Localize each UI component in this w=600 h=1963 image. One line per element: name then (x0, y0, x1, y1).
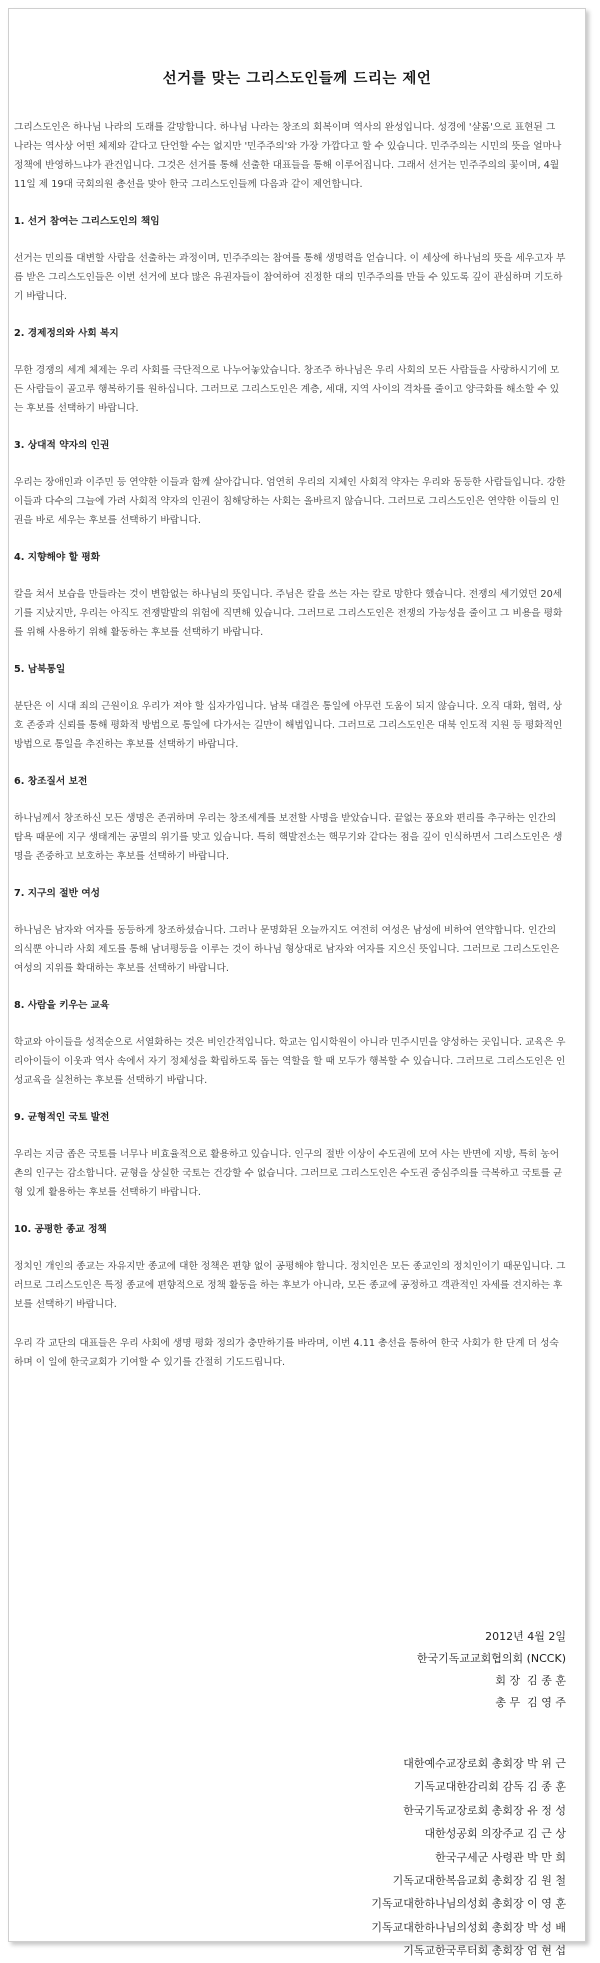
section-heading: 2. 경제정의와 사회 복지 (14, 328, 119, 339)
section-heading: 5. 남북통일 (14, 664, 66, 675)
document-body (14, 118, 566, 1372)
section-body: 무한 경쟁의 세계 체제는 우리 사회를 극단적으로 나누어놓았습니다. 창조주 하나님은 우리 사회의 모든 사람들을 사랑하시기에 모든 사람들이 골고루 행복하기를 원하십니다. 그러므로 그리스도인은 계층, 세대, 지역 사이의 격차를 줄이고 양극화를 해소할 수 있는 후보를 선택하기 바랍니다. (14, 365, 560, 414)
section-body: 우리는 지금 좁은 국토를 너무나 비효율적으로 활용하고 있습니다. 인구의 절반 이상이 수도권에 모여 사는 반면에 지방, 특히 농어촌의 인구는 감소합니다. 균형을 상실한 국토는 건강할 수 없습니다. 그러므로 그리스도인은 수도권 중심주의를 극복하고 국토를 균형 있게 활용하는 후보를 선택하기 바랍니다. (14, 1149, 563, 1198)
signatory-line: 대한성공회 의장주교 김 근 상 (424, 1827, 566, 1841)
signatory-line: 기독교대한감리회 감독 김 종 훈 (413, 1780, 566, 1794)
section-heading: 6. 창조질서 보전 (14, 776, 88, 787)
section-heading: 7. 지구의 절반 여성 (14, 888, 101, 899)
document-title: 선거를 맞는 그리스도인들께 드리는 제언 (162, 71, 432, 87)
section-heading: 3. 상대적 약자의 인권 (14, 440, 110, 451)
section-body: 칼을 쳐서 보습을 만들라는 것이 변함없는 하나님의 뜻입니다. 주님은 칼을 쓰는 자는 칼로 망한다 했습니다. 전쟁의 세기였던 20세기를 지났지만, 우리는 아직도 전쟁발발의 위험에 직면해 있습니다. 그러므로 그리스도인은 전쟁의 가능성을 줄이고 그 비용을 평화를 위해 사용하기 위해 활동하는 후보를 선택하기 바랍니다. (14, 589, 563, 638)
section-body: 분단은 이 시대 죄의 근원이요 우리가 져야 할 십자가입니다. 남북 대결은 통일에 아무런 도움이 되지 않습니다. 오직 대화, 협력, 상호 존중과 신뢰를 통해 평화적 방법으로 통일에 다가서는 길만이 해법입니다. 그러므로 그리스도인은 대북 인도적 지원 등 평화적인 방법으로 통일을 추진하는 후보를 선택하기 바랍니다. (14, 701, 563, 750)
officer-general-secretary: 총 무 김 영 주 (495, 1696, 566, 1709)
section-body: 하나님은 남자와 여자를 동등하게 창조하셨습니다. 그러나 문명화된 오늘까지도 여전히 여성은 남성에 비하여 연약합니다. 인간의 의식뿐 아니라 사회 제도를 통해 남녀평등을 이루는 것이 하나님 형상대로 남자와 여자를 지으신 뜻입니다. 그러므로 그리스도인은 여성의 지위를 확대하는 후보를 선택하기 바랍니다. (14, 925, 560, 974)
section-heading: 9. 균형적인 국토 발전 (14, 1112, 110, 1123)
signatory-line: 기독교대한하나님의성회 총회장 박 성 배 (371, 1920, 566, 1934)
document-date: 2012년 4월 2일 (485, 1630, 566, 1643)
signatory-line: 기독교대한하나님의성회 총회장 이 영 훈 (371, 1897, 566, 1911)
section-body: 정치인 개인의 종교는 자유지만 종교에 대한 정책은 편향 없이 공평해야 합니다. 정치인은 모든 종교인의 정치인이기 때문입니다. 그러므로 그리스도인은 특정 종교에 편향적으로 정책 활동을 하는 후보가 아니라, 모든 종교에 공정하고 객관적인 자세를 견지하는 후보를 선택하기 바랍니다. (14, 1261, 566, 1310)
section-heading: 8. 사람을 키우는 교육 (14, 1000, 110, 1011)
section-heading: 4. 지향해야 할 평화 (14, 552, 101, 563)
section-body: 하나님께서 창조하신 모든 생명은 존귀하며 우리는 창조세계를 보전할 사명을 받았습니다. 끝없는 풍요와 편리를 추구하는 인간의 탐욕 때문에 지구 생태계는 공멸의 위기를 맞고 있습니다. 특히 핵발전소는 핵무기와 같다는 점을 깊이 인식하면서 그리스도인은 생명을 존중하고 보호하는 후보를 선택하기 바랍니다. (14, 813, 563, 862)
council-name: 한국기독교교회협의회 (NCCK) (416, 1652, 566, 1665)
closing-paragraph: 우리 각 교단의 대표들은 우리 사회에 생명 평화 정의가 충만하기를 바라며, 이번 4.11 총선을 통하여 한국 사회가 한 단계 더 성숙하며 이 일에 한국교회가 기여할 수 있기를 간절히 기도드립니다. (14, 1338, 559, 1368)
signature-block (186, 1626, 566, 1963)
intro-paragraph: 그리스도인은 하나님 나라의 도래를 갈망합니다. 하나님 나라는 창조의 회복이며 역사의 완성입니다. 성경에 '샬롬'으로 표현된 그 나라는 역사상 어떤 체제와 같다고 단언할 수는 없지만 '민주주의'와 가장 가깝다고 할 수 있습니다. 민주주의는 시민의 뜻을 얼마나 정책에 반영하느냐가 관건입니다. 그것은 선거를 통해 선출한 대표들을 통해 이루어집니다. 그래서 선거는 민주주의의 꽃이며, 4월 11일 제 19대 국회의원 총선을 맞아 한국 그리스도인들께 다음과 같이 제언합니다. (14, 122, 562, 190)
signatory-line: 한국구세군 사령관 박 만 희 (435, 1850, 566, 1864)
section-heading: 10. 공평한 종교 정책 (14, 1224, 107, 1235)
section-body: 우리는 장애인과 이주민 등 연약한 이들과 함께 살아갑니다. 엄연히 우리의 지체인 사회적 약자는 우리와 동등한 사람들입니다. 강한 이들과 다수의 그늘에 가려 사회적 약자의 인권이 침해당하는 사회는 올바르지 않습니다. 그러므로 그리스도인은 연약한 이들의 인권을 바로 세우는 후보를 선택하기 바랍니다. (14, 477, 566, 526)
signatory-line: 기독교대한복음교회 총회장 김 원 철 (392, 1874, 566, 1888)
signatory-line: 기독교한국루터회 총회장 엄 현 섭 (403, 1944, 566, 1958)
signatory-line: 한국기독교장로회 총회장 유 정 성 (403, 1803, 566, 1817)
section-body: 선거는 민의를 대변할 사람을 선출하는 과정이며, 민주주의는 참여를 통해 생명력을 얻습니다. 이 세상에 하나님의 뜻을 세우고자 부름 받은 그리스도인들은 이번 선거에 보다 많은 유권자들이 참여하여 진정한 대의 민주주의를 만들 수 있도록 깊이 관심하며 기도하기 바랍니다. (14, 253, 566, 302)
officer-president: 회 장 김 종 훈 (495, 1674, 566, 1687)
section-body: 학교와 아이들을 성적순으로 서열화하는 것은 비인간적입니다. 학교는 입시학원이 아니라 민주시민을 양성하는 곳입니다. 교육은 우리아이들이 이웃과 역사 속에서 자기 정체성을 확립하도록 돕는 역할을 할 때 모두가 행복할 수 있습니다. 그러므로 그리스도인은 인성교육을 실천하는 후보를 선택하기 바랍니다. (14, 1037, 566, 1086)
signatory-line: 대한예수교장로회 총회장 박 위 근 (403, 1757, 566, 1770)
section-heading: 1. 선거 참여는 그리스도인의 책임 (14, 216, 160, 227)
